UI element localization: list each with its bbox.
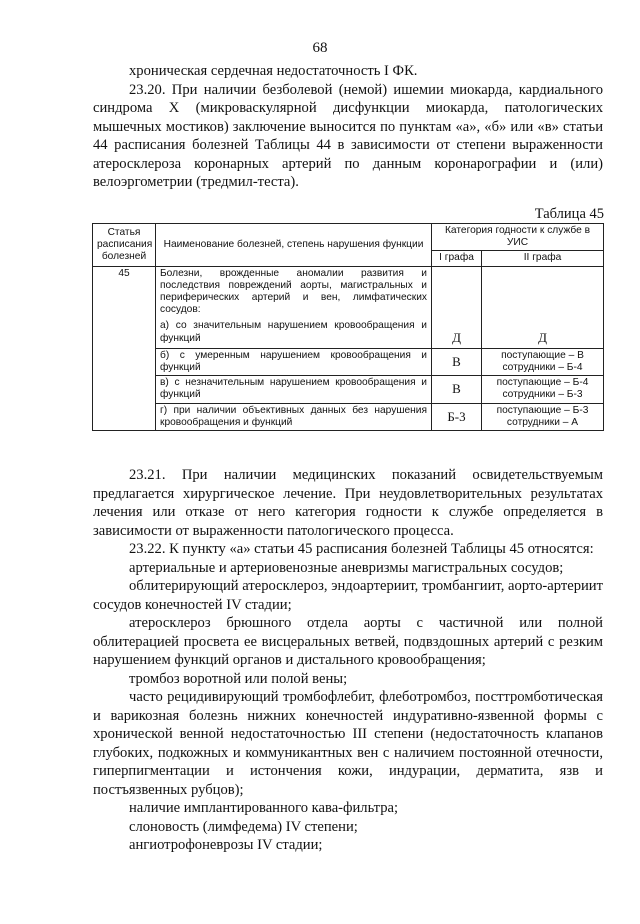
table-row — [93, 266, 604, 348]
header-graph-1: I графа — [432, 251, 482, 266]
disease-subitem-c: в) с незначительным нарушением кровообращения и функций — [156, 376, 432, 403]
table-row — [93, 403, 604, 430]
intro-text — [93, 62, 603, 192]
graph2-employees: сотрудники – А — [506, 416, 579, 428]
graph1-value: В — [432, 348, 482, 375]
list-item: слоновость (лимфедема) IV степени; — [129, 818, 358, 835]
table-row — [93, 348, 604, 375]
table-row — [93, 376, 604, 403]
header-category: Категория годности к службе в УИС — [432, 224, 604, 251]
disease-subitem-d: г) при наличии объективных данных без нарушения кровообращения и функций — [156, 403, 432, 430]
graph1-value: Б-3 — [432, 403, 482, 430]
graph2-applicants: поступающие – Б-4 — [496, 377, 589, 389]
graph2-value — [482, 376, 604, 403]
graph2-employees: сотрудники – Б-3 — [502, 389, 583, 401]
table-caption: Таблица 45 — [534, 206, 604, 222]
page-number: 68 — [312, 40, 328, 56]
header-graph-2: II графа — [482, 251, 604, 266]
article-number: 45 — [93, 266, 156, 430]
table-header-row — [93, 224, 604, 251]
graph2-employees: сотрудники – Б-4 — [502, 362, 583, 374]
list-item: атеросклероз брюшного отдела аорты с частичной или полной облитерацией просвета ее висцеральных ветвей, подвздошных артерий с резким нарушением функций органов и дистального кровообращения; — [93, 615, 603, 668]
disease-table — [92, 223, 604, 431]
after-text — [93, 466, 603, 855]
disease-subitem-a: а) со значительным нарушением кровообращения и функций — [160, 320, 427, 344]
paragraph-23-22: 23.22. К пункту «а» статьи 45 расписания болезней Таблицы 45 относятся: — [129, 541, 594, 557]
disease-intro: Болезни, врожденные аномалии развития и последствия повреждений аорты, магистральных и периферических артерий и вен, лимфатических сосудов: — [160, 267, 427, 316]
graph2-applicants: поступающие – В — [501, 349, 584, 361]
list-item: наличие имплантированного кава-фильтра; — [129, 800, 399, 816]
paragraph-23-21: 23.21. При наличии медицинских показаний освидетельствуемым предлагается хирургическое лечение. При неудовлетворительных результатах лечения или отказе от него категория годности к службе определяется в зависимости от выраженности патологического процесса. — [93, 467, 603, 539]
graph1-value: В — [432, 376, 482, 403]
graph2-applicants: поступающие – Б-3 — [496, 404, 589, 416]
graph2-value — [482, 403, 604, 430]
graph2-value: Д — [482, 266, 604, 348]
list-item: артериальные и артериовенозные аневризмы магистральных сосудов; — [129, 559, 564, 576]
header-article: Статья расписания болезней — [93, 224, 156, 267]
list-item: часто рецидивирующий тромбофлебит, флеботромбоз, посттромботическая и варикозная болезнь нижних конечностей индуративно-язвенной формы с хронической венной недостаточностью III степени (недостаточность клапанов глубоких, подкожных и коммуникантных вен с наличием постоянной отечности, гиперпигментации и истончения кожи, индурации, дерматита, язв и постъязвенных рубцов); — [93, 689, 603, 798]
graph2-value — [482, 348, 604, 375]
header-disease: Наименование болезней, степень нарушения функции — [156, 224, 432, 267]
list-item: ангиотрофоневрозы IV стадии; — [129, 837, 323, 853]
list-item: облитерирующий атеросклероз, эндоартериит, тромбангиит, аорто-артериит сосудов конечностей IV стадии; — [93, 578, 603, 613]
list-item: тромбоз воротной или полой вены; — [129, 670, 348, 687]
disease-subitem-b: б) с умеренным нарушением кровообращения и функций — [156, 348, 432, 375]
intro-line: хроническая сердечная недостаточность I ФК. — [129, 63, 418, 79]
paragraph-23-20: 23.20. При наличии безболевой (немой) ишемии миокарда, кардиального синдрома X (микроваскулярной дисфункции миокарда, патологических мышечных мостиков) заключение выносится по пунктам «а», «б» или «в» статьи 44 расписания болезней Таблицы 44 в зависимости от степени выраженности атеросклероза коронарных артерий по данным коронарографии и (или) велоэргометрии (тредмил-теста). — [93, 81, 603, 190]
disease-cell — [156, 266, 432, 348]
graph1-value: Д — [432, 266, 482, 348]
